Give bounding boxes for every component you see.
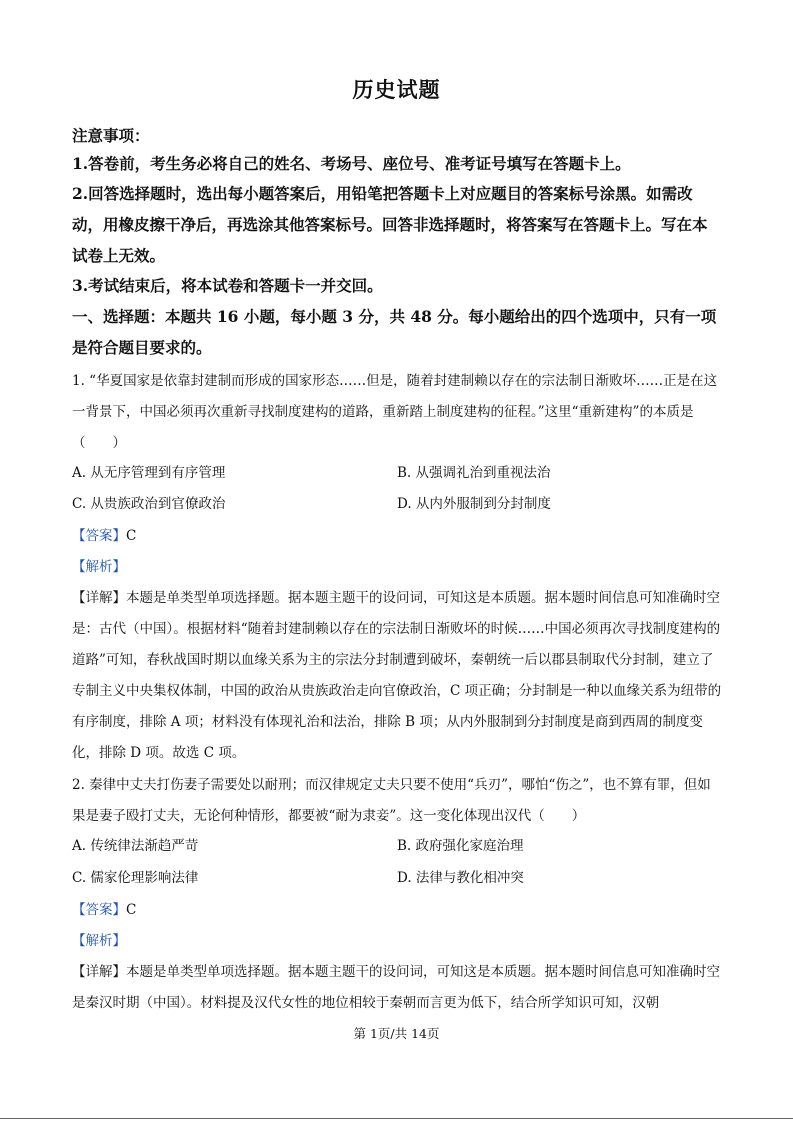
detail-text: 本题是单类型单项选择题。据本题主题干的设问词，可知这是本质题。据本题时间信息可知准确时空是：古代（中国）。根据材料“随着封建制赖以存在的宗法制日渐败坏的时候……中国必须再次寻找制度建构的道路”可知，春秋战国时期以血缘关系为主的宗法分封制遭到破坏，秦朝统一后以郡县制取代分封制，建立了专制主义中央集权体制，中国的政治从贵族政治走向官僚政治，C 项正确；分封制是一种以血缘关系为纽带的有序制度，排除 A 项；材料没有体现礼治和法治，排除 B 项；从内外服制到分封制度是商到西周的制度变化，排除 D 项。故选 C 项。 — [72, 590, 722, 761]
question-1-stem: 1. “华夏国家是依靠封建制而形成的国家形态……但是，随着封建制赖以存在的宗法制日渐败坏……正是在这一背景下，中国必须再次重新寻找制度建构的道路，重新踏上制度建构的征程。”这里“重新建构”的本质是（ ） — [72, 373, 718, 451]
question-2-analysis-tag: 【解析】 — [72, 933, 126, 949]
question-2-option-d: D. 法律与教化相冲突 — [397, 870, 524, 886]
question-2-option-b: B. 政府强化家庭治理 — [397, 838, 524, 854]
answer-value: C — [126, 528, 137, 544]
question-1-analysis-tag: 【解析】 — [72, 559, 126, 575]
bottom-divider — [0, 1118, 793, 1119]
question-1-answer: 【答案】C — [72, 528, 137, 544]
analysis-label: 解析 — [85, 933, 113, 949]
notice-item-2: 2.回答选择题时，选出每小题答案后，用铅笔把答题卡上对应题目的答案标号涂黑。如需改动，用橡皮擦干净后，再选涂其他答案标号。回答非选择题时，将答案写在答题卡上。写在本试卷上无效。 — [72, 184, 708, 265]
question-2-option-a: A. 传统律法渐趋严苛 — [72, 838, 199, 854]
question-2-answer: 【答案】C — [72, 902, 137, 918]
question-2-option-c: C. 儒家伦理影响法律 — [72, 870, 199, 886]
question-2-detail — [72, 957, 722, 1019]
notice-item-3: 3.考试结束后，将本试卷和答题卡一并交回。 — [72, 276, 383, 295]
question-1-option-d: D. 从内外服制到分封制度 — [397, 496, 551, 512]
question-1-option-a: A. 从无序管理到有序管理 — [72, 465, 226, 481]
notice-item-1: 1.答卷前，考生务必将自己的姓名、考场号、座位号、准考证号填写在答题卡上。 — [72, 154, 631, 173]
detail-label: 【详解】 — [72, 964, 126, 980]
notice-heading: 注意事项： — [72, 126, 150, 145]
detail-text: 本题是单类型单项选择题。据本题主题干的设问词，可知这是本质题。据本题时间信息可知准确时空是秦汉时期（中国）。材料提及汉代女性的地位相较于秦朝而言更为低下，结合所学知识可知，汉朝 — [72, 964, 720, 1011]
answer-value: C — [126, 902, 137, 918]
question-1-option-c: C. 从贵族政治到官僚政治 — [72, 496, 226, 512]
question-1-detail — [72, 583, 722, 769]
question-2-stem: 2. 秦律中丈夫打伤妻子需要处以耐刑；而汉律规定丈夫只要不使用“兵刃”，哪怕“伤之”，也不算有罪，但如果是妻子殴打丈夫，无论何种情形，都要被“耐为隶妾”。这一变化体现出汉代（ ） — [72, 777, 711, 824]
page-footer: 第 1页/共 14页 — [353, 1026, 440, 1041]
answer-label: 答案 — [85, 528, 113, 544]
section-heading: 一、选择题：本题共 16 小题，每小题 3 分，共 48 分。每小题给出的四个选项中，只有一项是符合题目要求的。 — [72, 307, 717, 357]
detail-label: 【详解】 — [72, 590, 126, 606]
analysis-label: 解析 — [85, 559, 113, 575]
answer-label: 答案 — [85, 902, 113, 918]
page-title: 历史试题 — [352, 77, 441, 102]
question-1-option-b: B. 从强调礼治到重视法治 — [397, 465, 551, 481]
